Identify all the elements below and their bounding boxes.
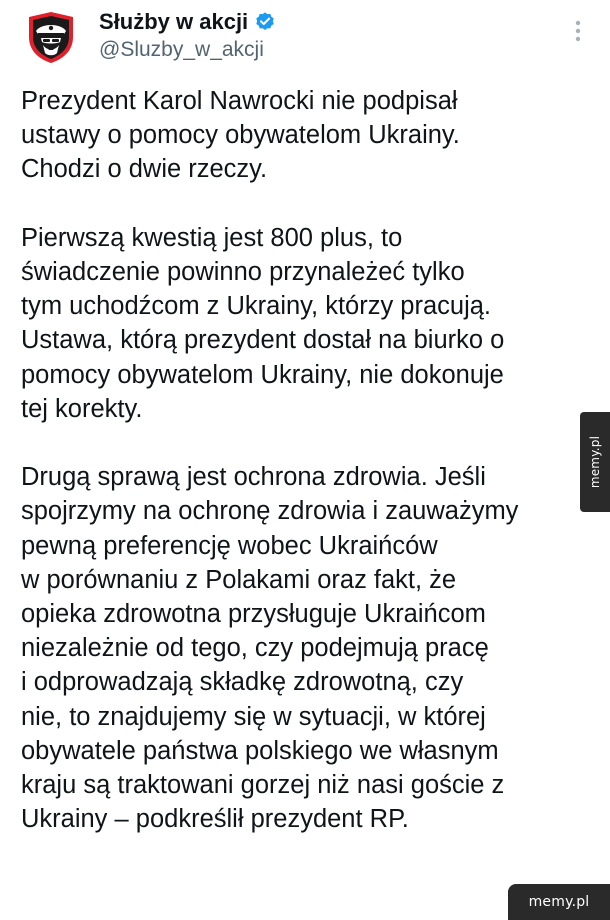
text-line: Chodzi o dwie rzeczy. xyxy=(21,155,268,184)
text-line: Drugą sprawą jest ochrona zdrowia. Jeśli xyxy=(21,463,486,492)
text-line: i odprowadzają składkę zdrowotną, czy xyxy=(21,668,464,697)
tweet-paragraph xyxy=(21,460,586,836)
watermark-corner-text: memy.pl xyxy=(528,894,590,910)
text-line: ustawy o pomocy obywatelom Ukrainy. xyxy=(21,121,460,150)
text-line: niezależnie od tego, czy podejmują pracę xyxy=(21,634,489,663)
verified-badge-icon xyxy=(254,11,276,33)
text-line: obywatele państwa polskiego we własnym xyxy=(21,736,499,765)
text-line: nie, to znajdujemy się w sytuacji, w której xyxy=(21,702,486,731)
more-vertical-icon[interactable] xyxy=(568,18,588,44)
tweet-paragraph xyxy=(21,84,586,187)
tweet-header xyxy=(0,0,610,80)
text-line: tym uchodźcom z Ukrainy, którzy pracują. xyxy=(21,292,492,321)
watermark-corner xyxy=(508,884,610,920)
text-line: Ustawa, którą prezydent dostał na biurko o xyxy=(21,326,505,355)
display-name-text: Służby w akcji xyxy=(99,9,249,34)
text-line: świadczenie powinno przynależeć tylko xyxy=(21,258,465,286)
text-line: pomocy obywatelom Ukrainy, nie dokonuje xyxy=(21,360,504,389)
text-line: kraju są traktowani gorzej niż nasi goście z xyxy=(21,771,505,800)
text-line: spojrzymy na ochronę zdrowia i zauważymy xyxy=(21,497,519,526)
watermark-side xyxy=(580,412,610,512)
tweet-paragraph xyxy=(21,221,586,426)
avatar[interactable] xyxy=(22,8,80,66)
text-line: opieka zdrowotna przysługuje Ukraińcom xyxy=(21,600,486,629)
police-officer-shield-icon xyxy=(23,9,79,65)
text-line: tej korekty. xyxy=(21,394,143,423)
user-handle[interactable]: @Sluzby_w_akcji xyxy=(99,38,264,61)
tweet-text xyxy=(21,84,586,836)
watermark-side-text: memy.pl xyxy=(588,435,602,489)
text-line: pewną preferencję wobec Ukraińców xyxy=(21,531,438,560)
text-line: Pierwszą kwestią jest 800 plus, to xyxy=(21,223,403,252)
text-line: w porównaniu z Polakami oraz fakt, że xyxy=(21,565,457,594)
text-line: Prezydent Karol Nawrocki nie podpisał xyxy=(21,87,458,115)
display-name[interactable] xyxy=(99,8,276,36)
text-line: Ukrainy – podkreślił prezydent RP. xyxy=(21,805,409,834)
